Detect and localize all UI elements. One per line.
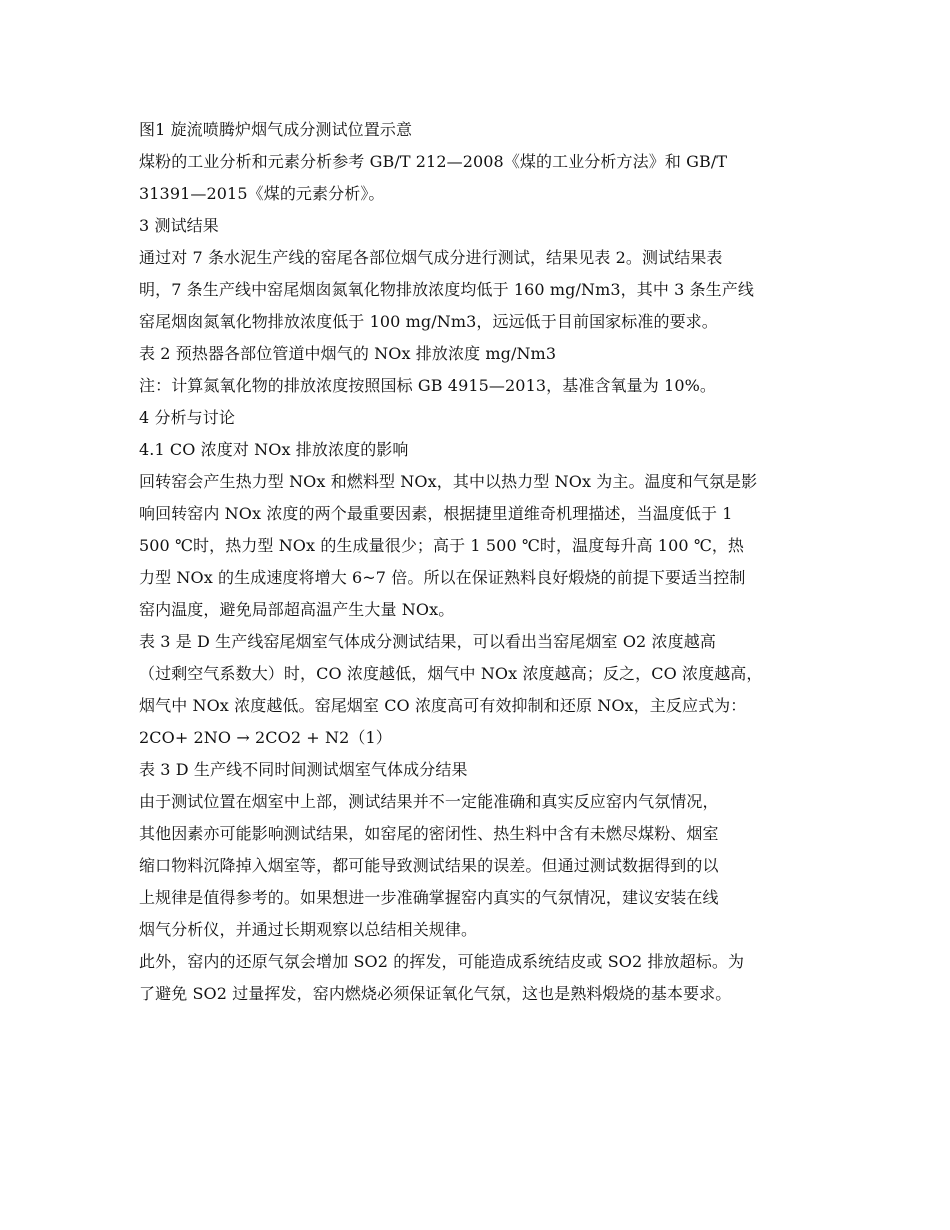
table-caption: 表 3 D 生产线不同时间测试烟室气体成分结果: [139, 760, 468, 779]
paragraph-line: 500 ℃时，热力型 NOx 的生成量很少；高于 1 500 ℃时，温度每升高 100 ℃，热: [139, 536, 745, 555]
paragraph-line: 窑内温度，避免局部超高温产生大量 NOx。: [139, 600, 455, 619]
paragraph-line: 响回转窑内 NOx 浓度的两个最重要因素，根据捷里道维奇机理描述，当温度低于 1: [139, 504, 733, 523]
subsection-heading: 4.1 CO 浓度对 NOx 排放浓度的影响: [139, 440, 409, 459]
paragraph-line: 此外，窑内的还原气氛会增加 SO2 的挥发，可能造成系统结皮或 SO2 排放超标。为: [139, 952, 745, 971]
section-heading: 3 测试结果: [139, 216, 219, 235]
reaction-equation: 2CO+ 2NO → 2CO2 + N2（1）: [139, 728, 392, 747]
paragraph-line: （过剩空气系数大）时，CO 浓度越低，烟气中 NOx 浓度越高；反之，CO 浓度越高，: [139, 664, 763, 683]
paragraph-line: 力型 NOx 的生成速度将增大 6~7 倍。所以在保证熟料良好煅烧的前提下要适当控制: [139, 568, 746, 587]
paragraph-line: 表 3 是 D 生产线窑尾烟室气体成分测试结果，可以看出当窑尾烟室 O2 浓度越高: [139, 632, 716, 651]
paragraph-line: 烟气中 NOx 浓度越低。窑尾烟室 CO 浓度高可有效抑制和还原 NOx，主反应式为：: [139, 696, 747, 715]
section-heading: 4 分析与讨论: [139, 408, 235, 427]
figure-caption: 图1 旋流喷腾炉烟气成分测试位置示意: [139, 120, 413, 139]
table-caption: 表 2 预热器各部位管道中烟气的 NOx 排放浓度 mg/Nm3: [139, 344, 557, 363]
paragraph-line: 缩口物料沉降掉入烟室等，都可能导致测试结果的误差。但通过测试数据得到的以: [139, 856, 719, 875]
paragraph-line: 窑尾烟囱氮氧化物排放浓度低于 100 mg/Nm3，远远低于目前国家标准的要求。: [139, 312, 718, 331]
paragraph-line: 了避免 SO2 过量挥发，窑内燃烧必须保证氧化气氛，这也是熟料煅烧的基本要求。: [139, 984, 732, 1003]
paragraph-line: 其他因素亦可能影响测试结果，如窑尾的密闭性、热生料中含有未燃尽煤粉、烟室: [139, 824, 719, 843]
paragraph-line: 由于测试位置在烟室中上部，测试结果并不一定能准确和真实反应窑内气氛情况，: [139, 792, 719, 811]
paragraph-line: 31391—2015《煤的元素分析》。: [139, 184, 385, 203]
paragraph-line: 烟气分析仪，并通过长期观察以总结相关规律。: [139, 920, 478, 939]
paragraph-line: 通过对 7 条水泥生产线的窑尾各部位烟气成分进行测试，结果见表 2。测试结果表: [139, 248, 723, 267]
document-body: [139, 114, 829, 1010]
paragraph-line: 回转窑会产生热力型 NOx 和燃料型 NOx，其中以热力型 NOx 为主。温度和气氛是影: [139, 472, 758, 491]
paragraph-line: 上规律是值得参考的。如果想进一步准确掌握窑内真实的气氛情况，建议安装在线: [139, 888, 719, 907]
table-note: 注：计算氮氧化物的排放浓度按照国标 GB 4915—2013，基准含氧量为 10%。: [139, 376, 716, 395]
paragraph-line: 明，7 条生产线中窑尾烟囱氮氧化物排放浓度均低于 160 mg/Nm3，其中 3 条生产线: [139, 280, 754, 299]
paragraph-line: 煤粉的工业分析和元素分析参考 GB/T 212—2008《煤的工业分析方法》和 GB/T: [139, 152, 728, 171]
